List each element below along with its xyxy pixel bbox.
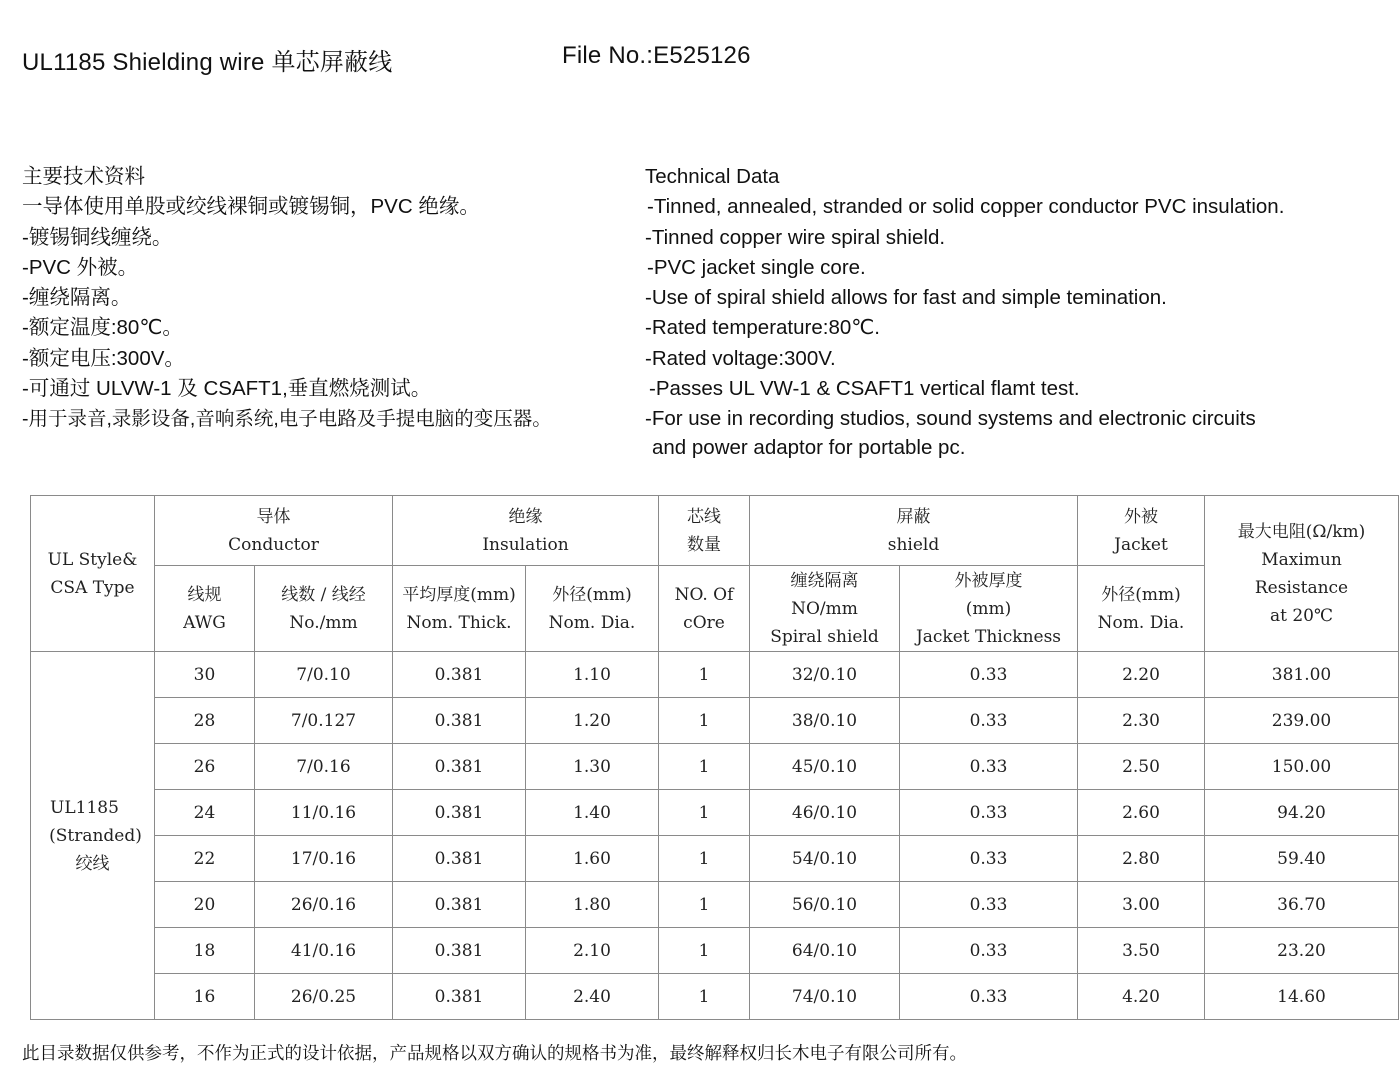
header-jdia-line: Nom. Dia. (1097, 612, 1185, 633)
cell-jacket-thickness: 0.33 (900, 790, 1078, 836)
table-row (31, 836, 1399, 882)
cell-thickness: 0.381 (393, 790, 526, 836)
cell-jacket-thickness: 0.33 (900, 974, 1078, 1020)
cn-line: -额定电压:300V。 (22, 346, 185, 370)
cell-spiral: 74/0.10 (750, 974, 900, 1020)
cell-jacket-diameter: 2.50 (1078, 744, 1205, 790)
cell-strand: 11/0.16 (255, 790, 393, 836)
table-row (31, 790, 1399, 836)
header-core-count (659, 496, 750, 566)
cell-jacket-thickness: 0.33 (900, 744, 1078, 790)
cell-jacket-diameter: 2.80 (1078, 836, 1205, 882)
header-spiral-line: 缠绕隔离 (790, 570, 859, 591)
cell-jacket-diameter: 3.00 (1078, 882, 1205, 928)
table-row (31, 928, 1399, 974)
cell-strand: 7/0.16 (255, 744, 393, 790)
header-no-of-core (659, 566, 750, 652)
cn-line: -用于录音,录影设备,音响系统,电子电路及手提电脑的变压器。 (22, 408, 552, 431)
cell-diameter: 2.10 (526, 928, 659, 974)
en-line: -Rated voltage:300V. (645, 346, 836, 370)
cell-thickness: 0.381 (393, 652, 526, 698)
header-spiral-line: Spiral shield (770, 626, 879, 647)
header-no-of-core-line: cOre (683, 612, 725, 633)
cell-jacket-diameter: 2.60 (1078, 790, 1205, 836)
cn-line: -PVC 外被。 (22, 255, 139, 279)
cell-diameter: 1.80 (526, 882, 659, 928)
cell-core: 1 (659, 836, 750, 882)
cell-awg: 16 (155, 974, 255, 1020)
en-line: -For use in recording studios, sound systems and electronic circuits (645, 407, 1256, 431)
header-style-line: CSA Type (50, 577, 135, 598)
header-core-line: 数量 (687, 534, 721, 555)
cell-strand: 26/0.25 (255, 974, 393, 1020)
header-awg-en: AWG (183, 612, 226, 633)
en-line: and power adaptor for portable pc. (652, 435, 966, 459)
cn-heading: 主要技术资料 (22, 165, 145, 188)
style-type-cell (31, 652, 155, 1020)
header-conductor-en: Conductor (228, 534, 319, 555)
table-row (31, 882, 1399, 928)
header-conductor (155, 496, 393, 566)
cell-spiral: 45/0.10 (750, 744, 900, 790)
header-awg-cn: 线规 (187, 584, 222, 605)
cn-line: -可通过 ULVW-1 及 CSAFT1,垂直燃烧测试。 (22, 377, 432, 401)
cell-jacket-diameter: 2.20 (1078, 652, 1205, 698)
header-strand-en: No./mm (289, 612, 358, 633)
cell-awg: 22 (155, 836, 255, 882)
cell-core: 1 (659, 744, 750, 790)
cell-resistance: 23.20 (1205, 928, 1399, 974)
header-diameter (526, 566, 659, 652)
cell-thickness: 0.381 (393, 974, 526, 1020)
header-insulation-en: Insulation (482, 534, 569, 555)
page-title: UL1185 Shielding wire 单芯屏蔽线 (22, 49, 393, 76)
header-awg (155, 566, 255, 652)
cell-awg: 24 (155, 790, 255, 836)
cn-line: 一导体使用单股或绞线裸铜或镀锡铜，PVC 绝缘。 (22, 195, 480, 219)
spec-table (30, 495, 1399, 1020)
header-jthick-line: (mm) (965, 598, 1012, 619)
cell-thickness: 0.381 (393, 698, 526, 744)
cell-spiral: 32/0.10 (750, 652, 900, 698)
cell-awg: 28 (155, 698, 255, 744)
table-row (31, 652, 1399, 698)
cell-awg: 30 (155, 652, 255, 698)
header-jacket-en: Jacket (1114, 534, 1168, 555)
cell-core: 1 (659, 790, 750, 836)
cell-diameter: 1.40 (526, 790, 659, 836)
cell-strand: 17/0.16 (255, 836, 393, 882)
cell-spiral: 64/0.10 (750, 928, 900, 974)
header-jthick-line: 外被厚度 (954, 570, 1023, 591)
header-insulation-cn: 绝缘 (508, 506, 543, 527)
header-thickness-en: Nom. Thick. (406, 612, 512, 633)
disclaimer-footer: 此目录数据仅供参考，不作为正式的设计依据，产品规格以双方确认的规格书为准，最终解释权归长木电子有限公司所有。 (22, 1043, 967, 1063)
header-shield-cn: 屏蔽 (896, 506, 931, 527)
header-jacket-diameter (1078, 566, 1205, 652)
cell-core: 1 (659, 882, 750, 928)
cell-spiral: 56/0.10 (750, 882, 900, 928)
en-line: -Tinned, annealed, stranded or solid copper conductor PVC insulation. (647, 195, 1285, 219)
header-jthick-line: Jacket Thickness (915, 626, 1062, 647)
chinese-tech-data (22, 162, 552, 435)
cell-core: 1 (659, 974, 750, 1020)
en-line: -Passes UL VW-1 & CSAFT1 vertical flamt test. (649, 377, 1080, 401)
header-resistance-line: Maximun (1261, 549, 1342, 570)
en-line: -PVC jacket single core. (647, 255, 866, 279)
english-tech-data (645, 162, 1284, 461)
cell-resistance: 239.00 (1205, 698, 1399, 744)
cell-strand: 41/0.16 (255, 928, 393, 974)
header-diameter-cn: 外径(mm) (552, 584, 632, 605)
cell-thickness: 0.381 (393, 836, 526, 882)
cell-core: 1 (659, 928, 750, 974)
cell-spiral: 38/0.10 (750, 698, 900, 744)
header-resistance-line: Resistance (1254, 577, 1349, 598)
header-resistance-line: at 20℃ (1269, 605, 1334, 626)
table-row (31, 744, 1399, 790)
header-jacket-thickness (900, 566, 1078, 652)
cell-resistance: 36.70 (1205, 882, 1399, 928)
cell-strand: 26/0.16 (255, 882, 393, 928)
cell-spiral: 54/0.10 (750, 836, 900, 882)
cell-diameter: 1.20 (526, 698, 659, 744)
cell-awg: 26 (155, 744, 255, 790)
header-resistance-line: 最大电阻(Ω/km) (1237, 521, 1366, 542)
header-spiral-line: NO/mm (791, 598, 858, 619)
header-jacket (1078, 496, 1205, 566)
header-style-line: UL Style& (47, 549, 138, 570)
cn-line: -缠绕隔离。 (22, 286, 132, 310)
cell-resistance: 14.60 (1205, 974, 1399, 1020)
header-spiral-shield (750, 566, 900, 652)
header-shield-en: shield (887, 534, 940, 555)
cell-jacket-thickness: 0.33 (900, 652, 1078, 698)
cell-jacket-thickness: 0.33 (900, 836, 1078, 882)
header-core-line: 芯线 (687, 506, 721, 527)
header-jdia-line: 外径(mm) (1101, 584, 1181, 605)
cn-line: -镀锡铜线缠绕。 (22, 225, 173, 249)
cell-resistance: 381.00 (1205, 652, 1399, 698)
cell-resistance: 150.00 (1205, 744, 1399, 790)
header-thickness-cn: 平均厚度(mm) (402, 584, 516, 605)
en-line: -Rated temperature:80℃. (645, 316, 880, 340)
cell-thickness: 0.381 (393, 928, 526, 974)
style-line: 绞线 (75, 853, 110, 874)
header-diameter-en: Nom. Dia. (548, 612, 636, 633)
cell-resistance: 94.20 (1205, 790, 1399, 836)
cell-jacket-diameter: 2.30 (1078, 698, 1205, 744)
cell-jacket-diameter: 3.50 (1078, 928, 1205, 974)
header-resistance (1205, 496, 1399, 652)
cell-strand: 7/0.127 (255, 698, 393, 744)
header-jacket-cn: 外被 (1124, 506, 1158, 527)
file-number: File No.:E525126 (562, 42, 751, 69)
header-style (31, 496, 155, 652)
header-insulation (393, 496, 659, 566)
cell-resistance: 59.40 (1205, 836, 1399, 882)
en-heading: Technical Data (645, 165, 780, 188)
style-line: (Stranded) (49, 825, 142, 846)
header-no-of-core-line: NO. Of (674, 584, 734, 605)
cell-jacket-diameter: 4.20 (1078, 974, 1205, 1020)
cn-line: -额定温度:80℃。 (22, 316, 183, 340)
header-thickness (393, 566, 526, 652)
header-shield (750, 496, 1078, 566)
cell-diameter: 2.40 (526, 974, 659, 1020)
header-conductor-cn: 导体 (256, 506, 291, 527)
cell-thickness: 0.381 (393, 744, 526, 790)
cell-jacket-thickness: 0.33 (900, 882, 1078, 928)
cell-awg: 20 (155, 882, 255, 928)
header-strand-cn: 线数 / 线经 (281, 584, 366, 605)
cell-jacket-thickness: 0.33 (900, 698, 1078, 744)
cell-spiral: 46/0.10 (750, 790, 900, 836)
cell-core: 1 (659, 698, 750, 744)
style-line: UL1185 (50, 797, 119, 818)
cell-jacket-thickness: 0.33 (900, 928, 1078, 974)
table-row (31, 698, 1399, 744)
header-strand (255, 566, 393, 652)
en-line: -Use of spiral shield allows for fast and simple temination. (645, 286, 1167, 310)
cell-thickness: 0.381 (393, 882, 526, 928)
cell-awg: 18 (155, 928, 255, 974)
cell-diameter: 1.30 (526, 744, 659, 790)
cell-core: 1 (659, 652, 750, 698)
en-line: -Tinned copper wire spiral shield. (645, 225, 946, 249)
cell-diameter: 1.10 (526, 652, 659, 698)
table-row (31, 974, 1399, 1020)
cell-diameter: 1.60 (526, 836, 659, 882)
cell-strand: 7/0.10 (255, 652, 393, 698)
